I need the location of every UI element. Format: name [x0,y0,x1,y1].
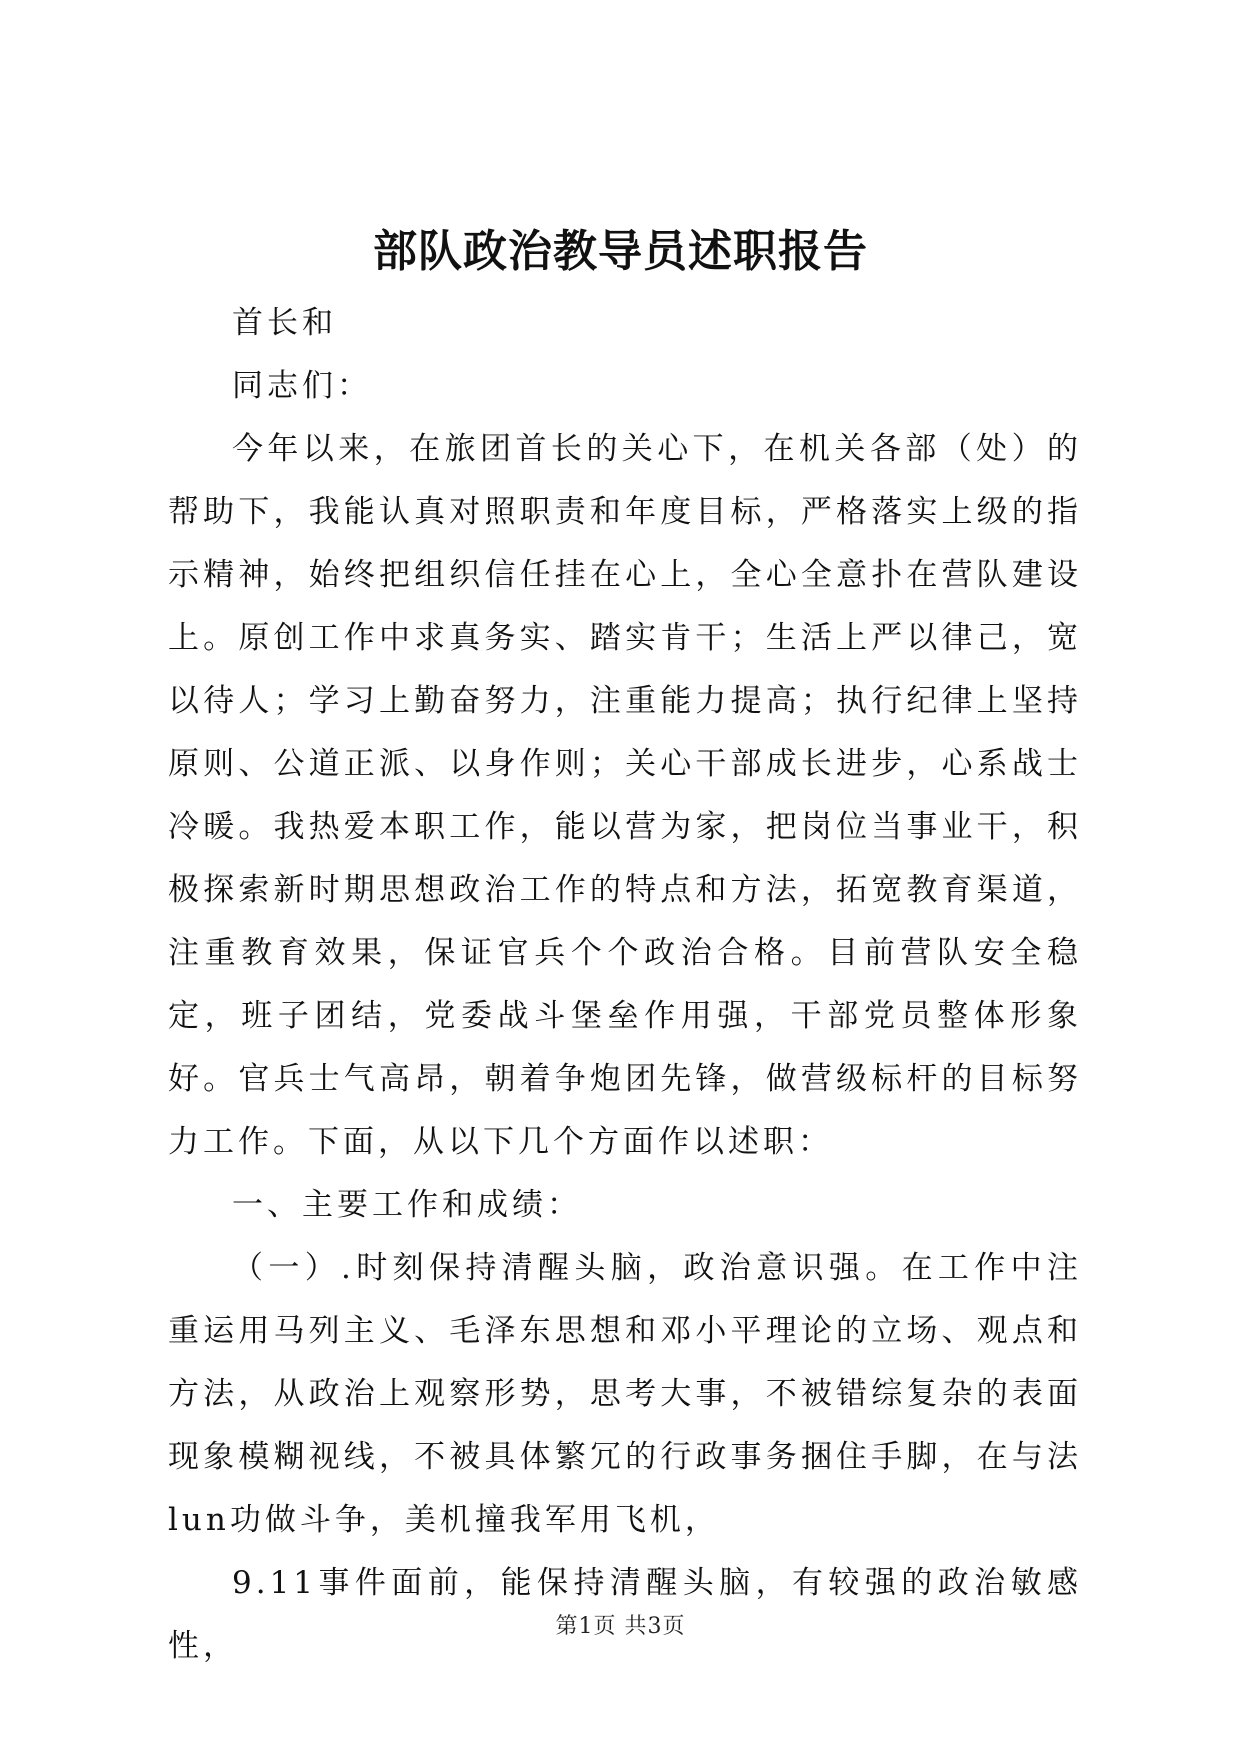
subsection-paragraph: （一）.时刻保持清醒头脑，政治意识强。在工作中注重运用马列主义、毛泽东思想和邓小平理论的立场、观点和方法，从政治上观察形势，思考大事，不被错综复杂的表面现象模糊视线，不被具体繁冗的行政事务捆住手脚，在与法lun功做斗争，美机撞我军用飞机， [168,1250,1082,1538]
salutation-line-2: 同志们： [232,368,372,404]
section-heading: 一、主要工作和成绩： [232,1187,582,1223]
intro-paragraph: 今年以来，在旅团首长的关心下，在机关各部（处）的帮助下，我能认真对照职责和年度目标，严格落实上级的指示精神，始终把组织信任挂在心上，全心全意扑在营队建设上。原创工作中求真务实、踏实肯干；生活上严以律己，宽以待人；学习上勤奋努力，注重能力提高；执行纪律上坚持原则、公道正派、以身作则；关心干部成长进步，心系战士冷暖。我热爱本职工作，能以营为家，把岗位当事业干，积极探索新时期思想政治工作的特点和方法，拓宽教育渠道，注重教育效果，保证官兵个个政治合格。目前营队安全稳定，班子团结，党委战斗堡垒作用强，干部党员整体形象好。官兵士气高昂，朝着争炮团先锋，做营级标杆的目标努力工作。下面，从以下几个方面作以述职： [168,431,1082,1160]
continuation-paragraph: 9.11事件面前，能保持清醒头脑，有较强的政治敏感性， [168,1565,1082,1664]
page-number-footer: 第1页 共3页 [555,1614,686,1639]
salutation-line-1: 首长和 [232,305,337,341]
document-title: 部队政治教导员述职报告 [373,226,868,277]
document-body [168,292,1082,1678]
